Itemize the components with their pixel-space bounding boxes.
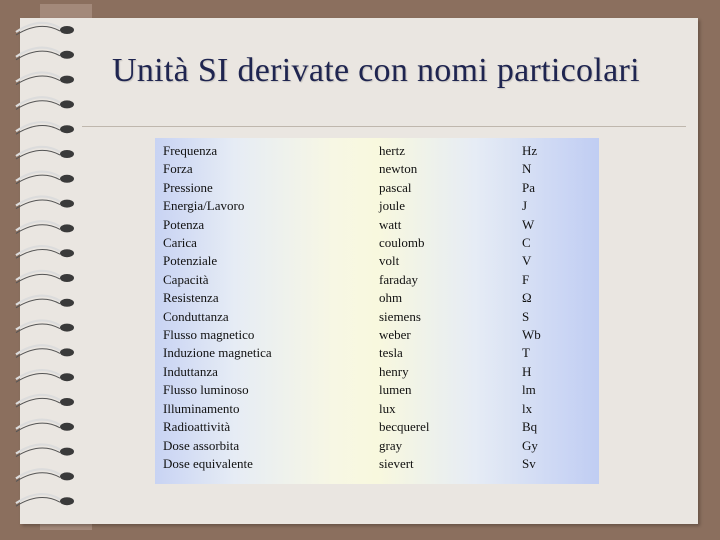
unit-name-cell: weber	[379, 327, 411, 343]
unit-symbol-cell: Bq	[522, 419, 538, 435]
unit-symbol-cell: W	[522, 216, 535, 232]
unit-name-cell: watt	[379, 216, 402, 232]
unit-symbol-cell: J	[522, 198, 528, 214]
ring-hole	[60, 200, 74, 208]
ring-hole	[60, 373, 74, 381]
ring-wire	[16, 494, 60, 503]
ring-hole	[60, 26, 74, 34]
unit-name-cell: ohm	[379, 290, 403, 306]
unit-name-cell: henry	[379, 363, 409, 379]
ring-hole	[60, 51, 74, 59]
unit-symbol-cell: Wb	[522, 327, 541, 343]
quantity-cell: Pressione	[163, 179, 213, 195]
unit-symbol-cell: C	[522, 235, 531, 251]
unit-symbol-cell: Hz	[522, 143, 538, 158]
unit-name-cell: siemens	[379, 308, 421, 324]
ring-wire	[16, 48, 60, 57]
quantity-cell: Flusso magnetico	[163, 327, 255, 343]
ring-hole	[60, 497, 74, 505]
units-table	[155, 138, 599, 484]
ring-wire	[16, 246, 60, 255]
ring-hole	[60, 398, 74, 406]
quantity-cell: Induzione magnetica	[163, 345, 272, 361]
ring-hole	[60, 76, 74, 84]
quantity-cell: Potenza	[163, 216, 205, 232]
quantity-column	[163, 142, 272, 473]
unit-name-cell: joule	[379, 198, 405, 214]
unit-name-cell: coulomb	[379, 235, 425, 251]
unit-symbol-column	[522, 142, 541, 473]
ring-hole	[60, 472, 74, 480]
quantity-cell: Radioattività	[163, 419, 231, 435]
unit-name-cell: becquerel	[379, 419, 430, 435]
ring-wire	[16, 420, 60, 429]
unit-name-cell: lumen	[379, 382, 412, 398]
unit-name-cell: hertz	[379, 143, 405, 158]
ring-hole	[60, 299, 74, 307]
ring-wire	[16, 147, 60, 156]
unit-name-column	[379, 142, 430, 473]
quantity-cell: Potenziale	[163, 253, 218, 269]
ring-wire	[16, 296, 60, 305]
ring-wire	[16, 221, 60, 230]
ring-wire	[16, 395, 60, 404]
unit-name-cell: pascal	[379, 179, 412, 195]
ring-wire	[16, 444, 60, 453]
ring-wire	[16, 72, 60, 81]
unit-symbol-cell: S	[522, 308, 530, 324]
ring-wire	[16, 320, 60, 329]
quantity-cell: Frequenza	[163, 143, 218, 158]
unit-symbol-cell: Gy	[522, 437, 538, 453]
unit-name-cell: gray	[379, 437, 403, 453]
unit-symbol-cell: T	[522, 345, 530, 361]
quantity-cell: Conduttanza	[163, 308, 229, 324]
unit-name-cell: sievert	[379, 455, 414, 471]
ring-hole	[60, 100, 74, 108]
unit-symbol-cell: lx	[522, 400, 533, 416]
unit-symbol-cell: lm	[522, 382, 536, 398]
ring-hole	[60, 175, 74, 183]
slide-title: Unità SI derivate con nomi particolari	[112, 52, 640, 89]
quantity-cell: Energia/Lavoro	[163, 198, 245, 214]
ring-wire	[16, 370, 60, 379]
ring-hole	[60, 274, 74, 282]
quantity-cell: Dose assorbita	[163, 437, 240, 453]
ring-wire	[16, 97, 60, 106]
ring-wire	[16, 196, 60, 205]
unit-symbol-cell: Ω	[522, 290, 532, 306]
quantity-cell: Resistenza	[163, 290, 219, 306]
ring-wire	[16, 122, 60, 131]
spiral-binding-icon	[10, 20, 80, 520]
quantity-cell: Illuminamento	[163, 400, 240, 416]
ring-wire	[16, 345, 60, 354]
unit-symbol-cell: Sv	[522, 455, 536, 471]
unit-name-cell: newton	[379, 161, 418, 177]
ring-wire	[16, 271, 60, 280]
unit-symbol-cell: H	[522, 363, 532, 379]
ring-hole	[60, 348, 74, 356]
title-divider	[82, 126, 686, 127]
quantity-cell: Induttanza	[163, 363, 218, 379]
quantity-cell: Forza	[163, 161, 193, 177]
unit-symbol-cell: F	[522, 271, 530, 287]
quantity-cell: Flusso luminoso	[163, 382, 249, 398]
quantity-cell: Capacità	[163, 271, 209, 287]
ring-wire	[16, 172, 60, 181]
unit-name-cell: volt	[379, 253, 400, 269]
unit-symbol-cell: N	[522, 161, 532, 177]
ring-hole	[60, 224, 74, 232]
ring-hole	[60, 423, 74, 431]
ring-hole	[60, 249, 74, 257]
unit-name-cell: tesla	[379, 345, 403, 361]
unit-symbol-cell: V	[522, 253, 532, 269]
ring-hole	[60, 150, 74, 158]
quantity-cell: Dose equivalente	[163, 455, 253, 471]
quantity-cell: Carica	[163, 235, 197, 251]
unit-symbol-cell: Pa	[522, 179, 535, 195]
unit-name-cell: lux	[379, 400, 396, 416]
ring-hole	[60, 125, 74, 133]
unit-name-cell: faraday	[379, 271, 418, 287]
ring-hole	[60, 448, 74, 456]
ring-wire	[16, 23, 60, 32]
ring-hole	[60, 324, 74, 332]
ring-wire	[16, 469, 60, 478]
